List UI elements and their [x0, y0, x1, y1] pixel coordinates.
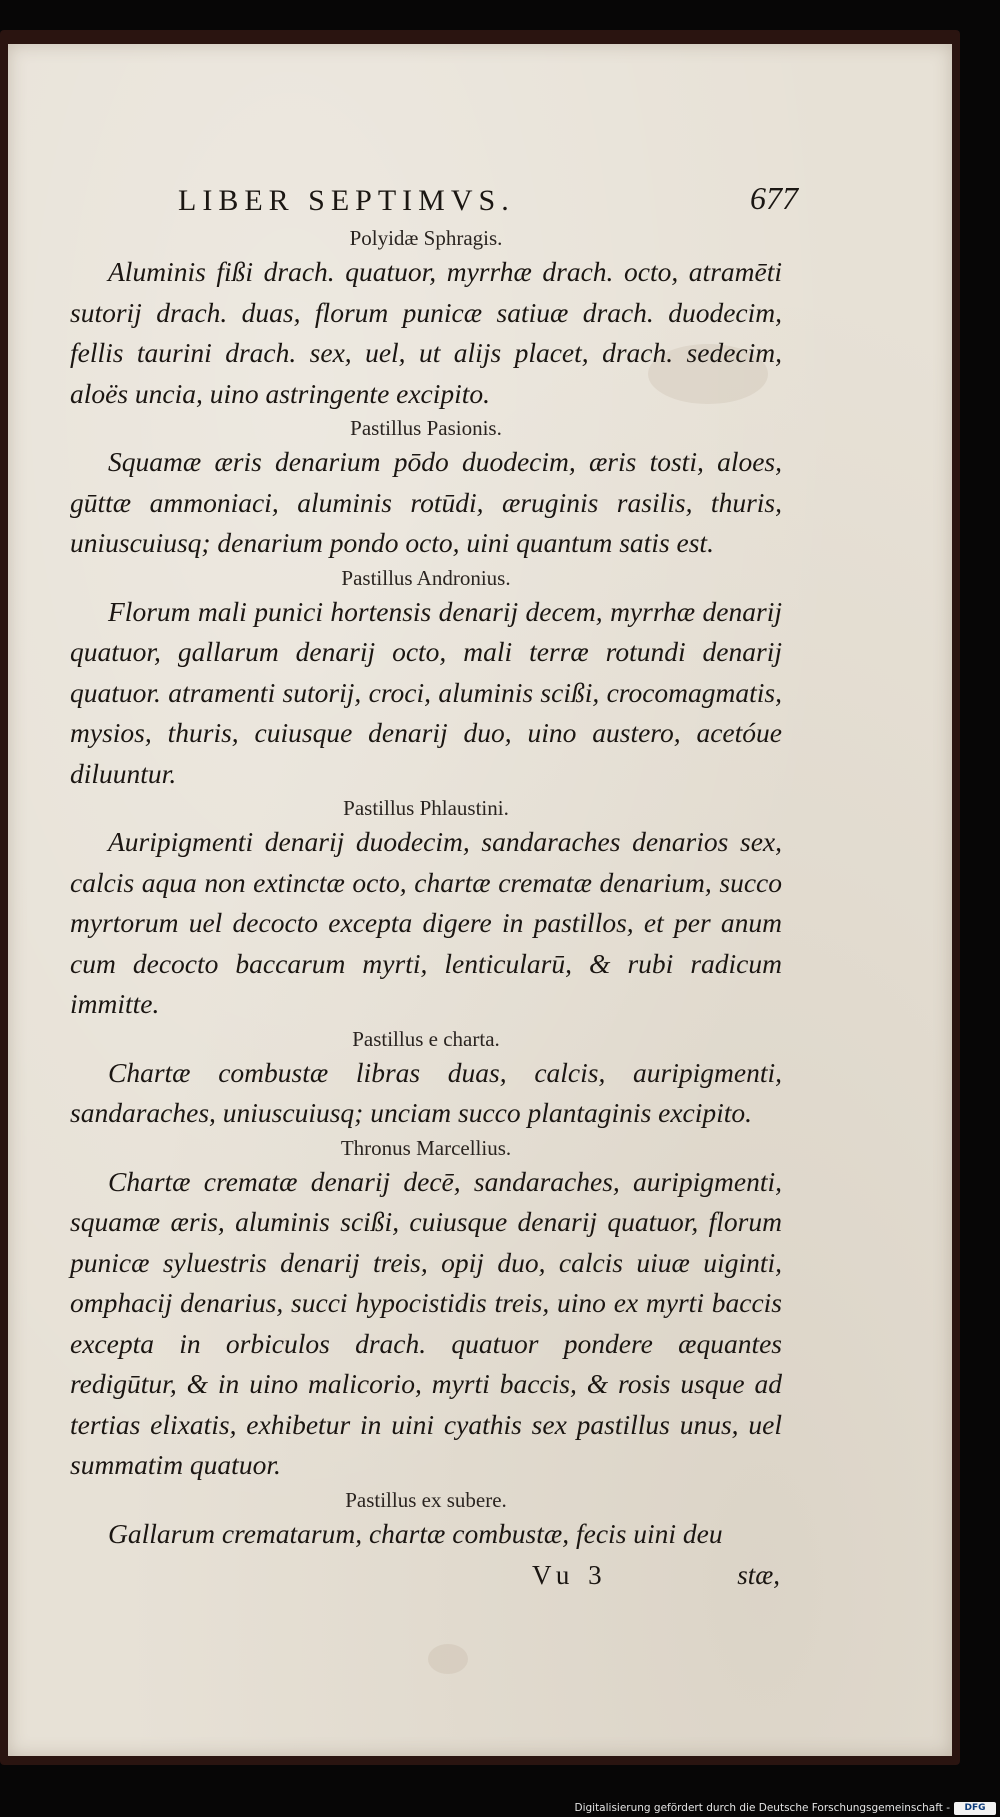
signature-mark: Vu 3 [532, 1560, 608, 1590]
section-text: Aluminis fißi drach. quatuor, myrrhæ drach. octo, atramēti sutorij drach. duas, florum punicæ satiuæ drach. duodecim, fellis taurini drach. sex, uel, ut alijs placet, drach. sedecim, aloës uncia, uino astringente excipito. [70, 256, 782, 409]
section-title: Pastillus Pasionis. [350, 416, 502, 440]
book-page [8, 44, 952, 1756]
section-title: Thronus Marcellius. [340, 1135, 512, 1160]
section-title: Pastillus ex subere. [345, 1487, 507, 1512]
page-body [70, 224, 782, 1604]
section-text: Florum mali punici hortensis denarij decem, myrrhæ denarij quatuor, gallarum denarij octo, mali terræ rotundi denarij quatuor. atramenti sutorij, croci, aluminis scißi, crocomagmatis, mysios, thuris, cuiusque denarij duo, uino austero, acetóue diluuntur. [70, 595, 782, 789]
page-number: 677 [750, 180, 798, 216]
section-title: Pastillus Phlaustini. [343, 796, 509, 820]
running-title: LIBER SEPTIMVS. [178, 184, 515, 217]
section-text: Squamæ æris denarium pōdo duodecim, æris tosti, aloes, gūttæ ammoniaci, aluminis rotūdi, æruginis rasilis, thuris, uniuscuiusq; denarium pondo octo, uini quantum satis est. [70, 446, 782, 558]
section-title: Pastillus e charta. [352, 1026, 500, 1051]
catchword: stæ, [737, 1560, 780, 1590]
page-header [178, 180, 798, 228]
section-text: Chartæ crematæ denarij decē, sandaraches, auripigmenti, squamæ æris, aluminis scißi, cuiusque denarij quatuor, florum punicæ syluestris denarij treis, opij duo, calcis uiuæ uiginti, omphacij denarius, succi hypocistidis treis, uino ex myrti baccis excepta in orbiculos drach. quatuor pondere æquantes redigūtur, & in uino malicorio, myrti baccis, & rosis usque ad tertias elixatis, exhibetur in uini cyathis sex pastillus unus, uel summatim quatuor. [70, 1165, 782, 1480]
digitization-credit: Digitalisierung gefördert durch die Deutsche Forschungsgemeinschaft - [574, 1802, 950, 1814]
dfg-logo: DFG [954, 1802, 996, 1815]
page-footer [70, 1560, 782, 1604]
paper-stain [428, 1644, 468, 1674]
section-text: Gallarum crematarum, chartæ combustæ, fecis uini deu [108, 1517, 723, 1549]
section-title: Polyidæ Sphragis. [349, 226, 503, 250]
section-title: Pastillus Andronius. [341, 565, 511, 590]
section-text: Auripigmenti denarij duodecim, sandaraches denarios sex, calcis aqua non extinctæ octo, chartæ crematæ denarium, succo myrtorum uel decocto excepta digere in pastillos, et per anum cum decocto baccarum myrti, lenticularū, & rubi radicum immitte. [70, 826, 782, 1019]
section-text: Chartæ combustæ libras duas, calcis, auripigmenti, sandaraches, uniuscuiusq; unciam succo plantaginis excipito. [70, 1056, 782, 1128]
